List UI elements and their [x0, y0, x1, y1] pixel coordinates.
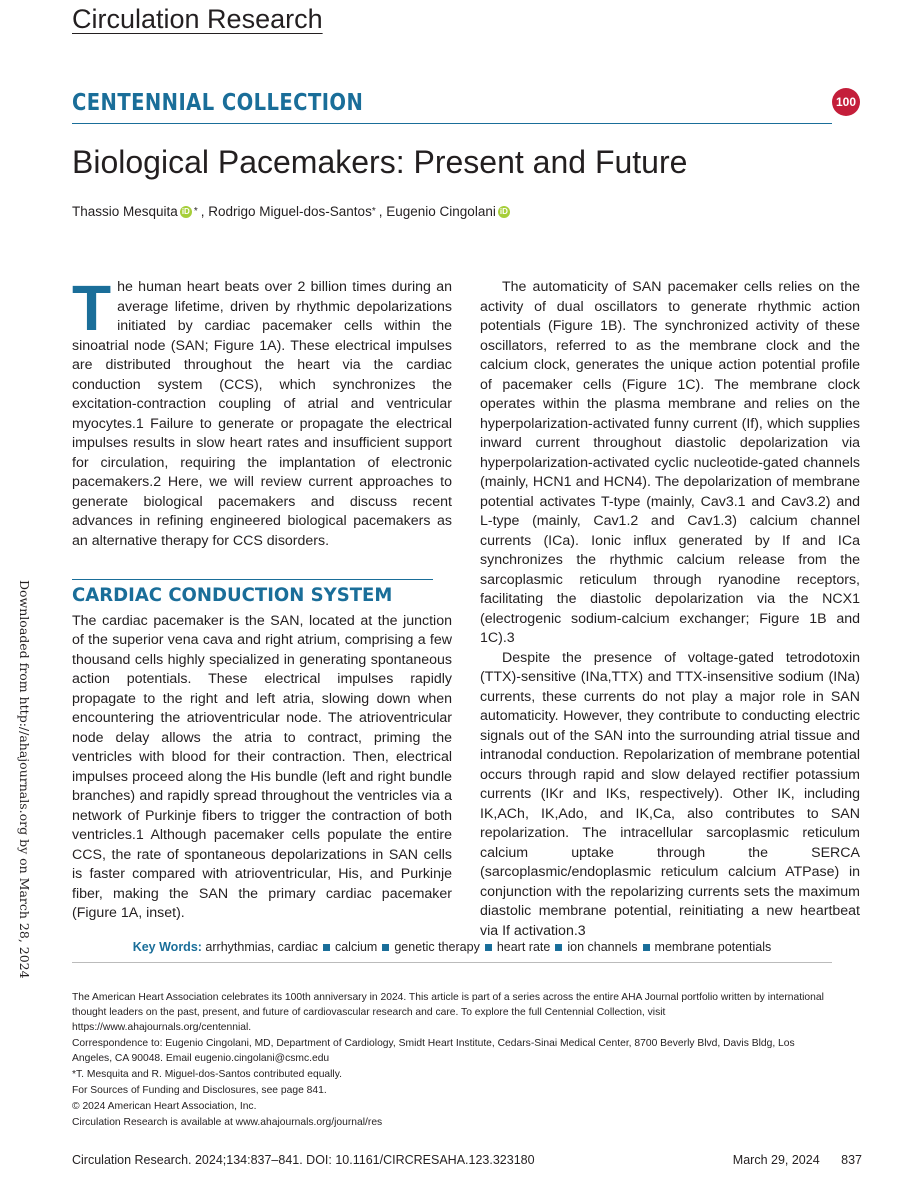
- body-paragraph: Despite the presence of voltage-gated tetrodotoxin (TTX)-sensitive (INa,TTX) and TTX-insensitive sodium (INa) currents, these currents do not play a major role in SAN automaticity. However, they contribute to conducting electric signals out of the SAN into the surrounding atrial tissue and intranodal conduction. Repolarization of membrane potential occurs through rapid and slow delayed rectifier potassium currents (IKr and IKs, respectively). Other IK, including IK,ACh, IK,Ado, and IK,Ca, also contributes to SAN repolarization. The intracellular sarcoplasmic reticulum calcium uptake through the SERCA (sarcoplasmic/endoplasmic reticulum calcium ATPase) in conjunction with the repolarizing currents sets the maximum diastolic membrane potential, reinitiating a new heartbeat via If activation.3: [480, 649, 860, 939]
- keyword: membrane potentials: [654, 940, 772, 954]
- square-bullet-icon: [323, 944, 330, 951]
- keyword: genetic therapy: [394, 940, 480, 954]
- section-heading: CARDIAC CONDUCTION SYSTEM: [72, 579, 433, 606]
- drop-cap: T: [72, 272, 112, 344]
- journal-title: Circulation Research: [72, 4, 323, 34]
- square-bullet-icon: [485, 944, 492, 951]
- footnotes: [72, 990, 834, 1131]
- keyword: heart rate: [496, 940, 551, 954]
- keyword: calcium: [334, 940, 378, 954]
- download-note-text: Downloaded from http://ahajournals.org by on March 28, 2024: [17, 580, 32, 979]
- square-bullet-icon: [555, 944, 562, 951]
- keyword: arrhythmias, cardiac: [205, 940, 318, 954]
- orcid-icon[interactable]: iD: [181, 206, 190, 216]
- footer-right: [715, 1153, 862, 1167]
- keyword: ion channels: [567, 940, 638, 954]
- page-footer: [72, 1153, 862, 1167]
- left-column: [72, 272, 452, 924]
- author-name: Eugenio Cingolani: [386, 204, 496, 219]
- author-list: Thassio Mesquita iD * , Rodrigo Miguel-dos-Santos * , Eugenio Cingolani iD: [72, 204, 508, 219]
- section-paragraph: The cardiac pacemaker is the SAN, located at the junction of the superior vena cava and right atrium, comprising a few thousand cells highly specialized in generating spontaneous action potentials. These electrical impulses rapidly propagate to the right and left atria, slowing down when encountering the atrioventricular node. The atrioventricular node delay allows the atria to contract, priming the ventricles with blood for their contraction. Then, electrical impulses proceed along the His bundle (left and right bundle branches) and rapidly spread throughout the ventricles via a network of Purkinje fibers to trigger the contraction of both ventricles.1 Although pacemaker cells populate the entire CCS, the rate of spontaneous depolarizations in SAN cells is faster compared with atrioventricular, His, and Purkinje fiber, making the SAN the primary cardiac pacemaker (Figure 1A, inset).: [72, 612, 452, 921]
- author-name: Thassio Mesquita: [72, 204, 178, 219]
- square-bullet-icon: [382, 944, 389, 951]
- publication-date: March 29, 2024: [732, 1153, 820, 1167]
- intro-paragraph: [72, 272, 452, 551]
- footnote: © 2024 American Heart Association, Inc.: [72, 1101, 257, 1112]
- keywords-label: Key Words:: [132, 940, 202, 954]
- equal-contribution-mark: *: [371, 206, 376, 217]
- footnote: For Sources of Funding and Disclosures, see page 841.: [72, 1085, 327, 1096]
- intro-text: he human heart beats over 2 billion times during an average lifetime, driven by rhythmic depolarizations initiated by cardiac pacemaker cells within the sinoatrial node (SAN; Figure 1A). These electrical impulses are distributed throughout the heart via the cardiac conduction system (CCS), which synchronizes the excitation-contraction coupling of atrial and ventricular myocytes.1 Failure to generate or propagate the electrical impulses results in slow heart rates and insufficient support for circulation, requiring the implantation of electronic pacemakers.2 Here, we will review current approaches to generate biological pacemakers and discuss recent advances in refining engineered biological pacemakers as an alternative therapy for CCS disorders.: [72, 279, 452, 549]
- footnote: The American Heart Association celebrates its 100th anniversary in 2024. This article is part of a series across the entire AHA Journal portfolio written by international thought leaders on the past, present, and future of cardiovascular research and care. To explore the full Centennial Collection, visit https://www.ahajournals.org/centennial.: [72, 992, 824, 1033]
- keywords: [72, 940, 832, 963]
- section-banner: [72, 90, 832, 124]
- body-paragraph: The automaticity of SAN pacemaker cells relies on the activity of dual oscillators to generate rhythmic action potentials (Figure 1B). The synchronized activity of these oscillators, referred to as the membrane clock and the calcium clock, generates the unique action potential profile of pacemaker cells (Figure 1C). The membrane clock operates within the plasma membrane and relies on the hyperpolarization-activated funny current (If), which supplies inward current throughout diastolic depolarization via hyperpolarization-activated cyclic nucleotide-gated channels (mainly, HCN1 and HCN4). The depolarization of membrane potential activates T-type (mainly, Cav3.1 and Cav3.2) and L-type (mainly, Cav1.2 and Cav1.3) calcium channel currents (ICa). Ionic influx generated by If and ICa synchronizes the rhythmic calcium release from the sarcoplasmic reticulum through ryanodine receptors, facilitating the diastolic depolarization via the NCX1 (electrogenic sodium-calcium exchanger; Figure 1B and 1C).3: [480, 279, 860, 646]
- page-number: 837: [841, 1153, 862, 1167]
- citation: Circulation Research. 2024;134:837–841. DOI: 10.1161/CIRCRESAHA.123.323180: [72, 1153, 535, 1167]
- square-bullet-icon: [643, 944, 650, 951]
- footnote: Correspondence to: Eugenio Cingolani, MD, Department of Cardiology, Smidt Heart Institute, Cedars-Sinai Medical Center, 8700 Beverly Blvd, Davis Bldg, Los Angeles, CA 90048. Email eugenio.cingolani@csmc.edu: [72, 1038, 795, 1064]
- author-name: Rodrigo Miguel-dos-Santos: [208, 204, 372, 219]
- download-note: [17, 580, 42, 979]
- equal-contribution-mark: *: [193, 206, 198, 217]
- article-title: Biological Pacemakers: Present and Future: [72, 144, 688, 180]
- orcid-icon[interactable]: iD: [499, 206, 508, 216]
- footnote: *T. Mesquita and R. Miguel-dos-Santos contributed equally.: [72, 1069, 342, 1080]
- right-column: [480, 278, 860, 941]
- collection-label: CENTENNIAL COLLECTION: [72, 90, 364, 116]
- centennial-badge: 100: [832, 88, 860, 116]
- footnote: Circulation Research is available at www.ahajournals.org/journal/res: [72, 1117, 383, 1128]
